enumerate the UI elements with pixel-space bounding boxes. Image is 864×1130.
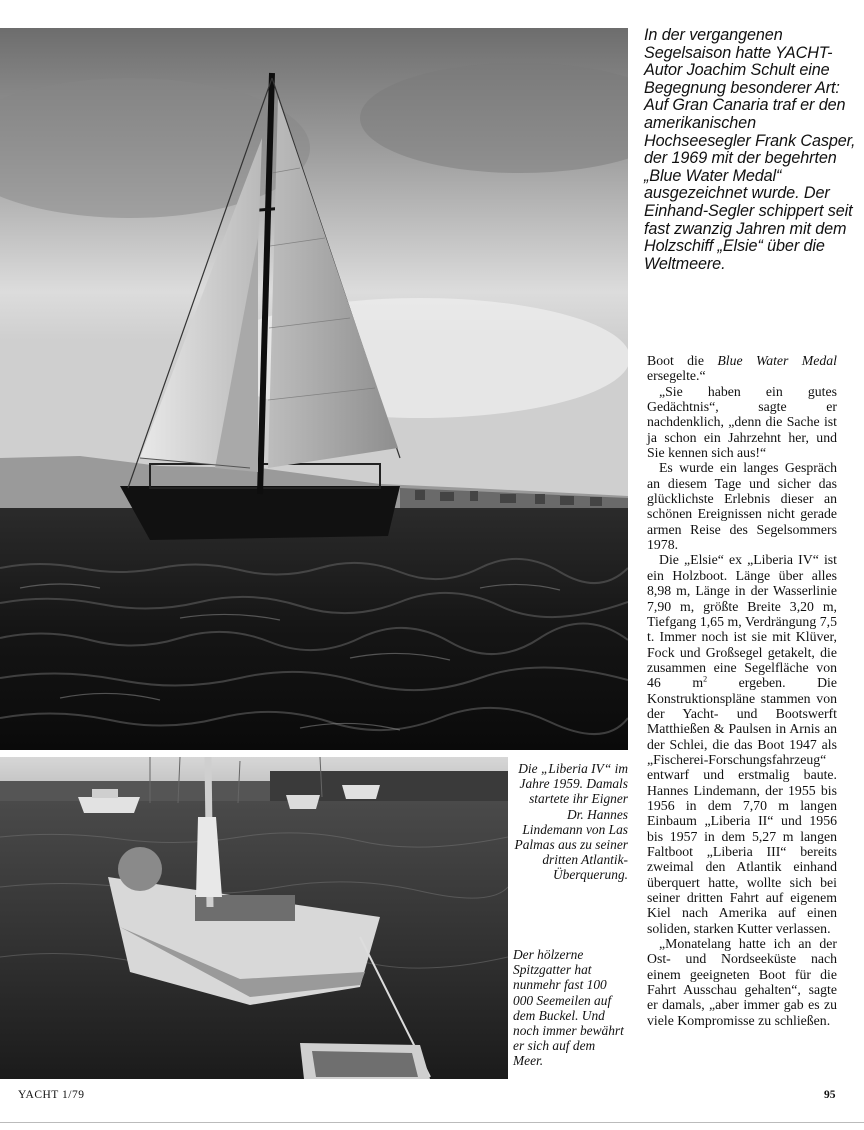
sailing-yacht-photo	[0, 28, 628, 750]
body-paragraph: „Sie haben ein gutes Gedächtnis“, sagte er nachdenklich, „denn die Sache ist ja schon ein Jahrzehnt her, und Sie kennen sich aus!“	[647, 383, 837, 461]
page-edge-divider	[0, 1122, 864, 1123]
magazine-issue: YACHT 1/79	[18, 1089, 85, 1101]
photo-caption-boat: Der hölzerne Spitzgatter hat nunmehr fast 100 000 Seemeilen auf dem Buckel. Und noch immer bewährt er sich auf dem Meer.	[513, 947, 624, 1069]
body-paragraph: Boot die Blue Water Medal ersegelte.“	[647, 353, 837, 384]
photo-caption-history: Die „Liberia IV“ im Jahre 1959. Damals startete ihr Eigner Dr. Hannes Lindemann von Las Palmas aus zu seiner dritten Atlantik-Überquerung.	[514, 761, 628, 883]
body-paragraph: Es wurde ein langes Gespräch an diesem Tage und sicher das glücklichste Erlebnis dieser an schönen Ereignissen nicht gerade armen Reise des Segelsommers 1978.	[647, 460, 837, 553]
medal-name: Blue Water Medal	[717, 353, 837, 368]
body-paragraph: „Monatelang hatte ich an der Ost- und Nordseeküste nach einem geeigneten Boot für die Fahrt Ausschau gehalten“, sagte er damals, „aber immer gab es zu viele Kompromisse zu schließen.	[647, 936, 837, 1028]
article-body	[647, 353, 837, 1028]
page-number: 95	[824, 1089, 836, 1101]
harbor-yacht-illustration	[0, 757, 508, 1079]
harbor-yacht-photo	[0, 757, 508, 1079]
sailing-yacht-illustration	[0, 28, 628, 750]
body-paragraph: Die „Elsie“ ex „Liberia IV“ ist ein Holzboot. Länge über alles 8,98 m, Länge in der Wasserlinie 7,90 m, größte Breite 3,20 m, Tiefgang 1,65 m, Verdrängung 7,5 t. Immer noch ist sie mit Klüver, Fock und Großsegel getakelt, die zusammen eine Segelfläche von 46 $m^2$ ergeben. Die Konstruktionspläne stammen von der Yacht- und Bootswerft Matthießen & Paulsen in Arnis an der Schlei, die das Boot 1947 als „Fischerei-Forschungsfahrzeug“ entwarf und erstmalig baute. Hannes Lindemann, der 1955 bis 1956 in dem 7,70 m langen Einbaum „Liberia II“ und 1956 bis 1957 in dem 5,27 m langen Faltboot „Liberia III“ bereits zweimal den Atlantik einhand überquert hatte, wollte sich bei seiner dritten Fahrt auf eigenem Kiel nach Amerika auf einen soliden, starken Kutter verlassen.	[647, 552, 837, 936]
article-intro: In der vergangenen Segelsaison hatte YACHT-Autor Joachim Schult eine Begegnung besonderer Art: Auf Gran Canaria traf er den amerikanischen Hochseesegler Frank Casper, der 1969 mit der begehrten „Blue Water Medal“ ausgezeichnet wurde. Der Einhand-Segler schippert seit fast zwanzig Jahren mit dem Holzschiff „Elsie“ über die Weltmeere.	[644, 26, 856, 273]
